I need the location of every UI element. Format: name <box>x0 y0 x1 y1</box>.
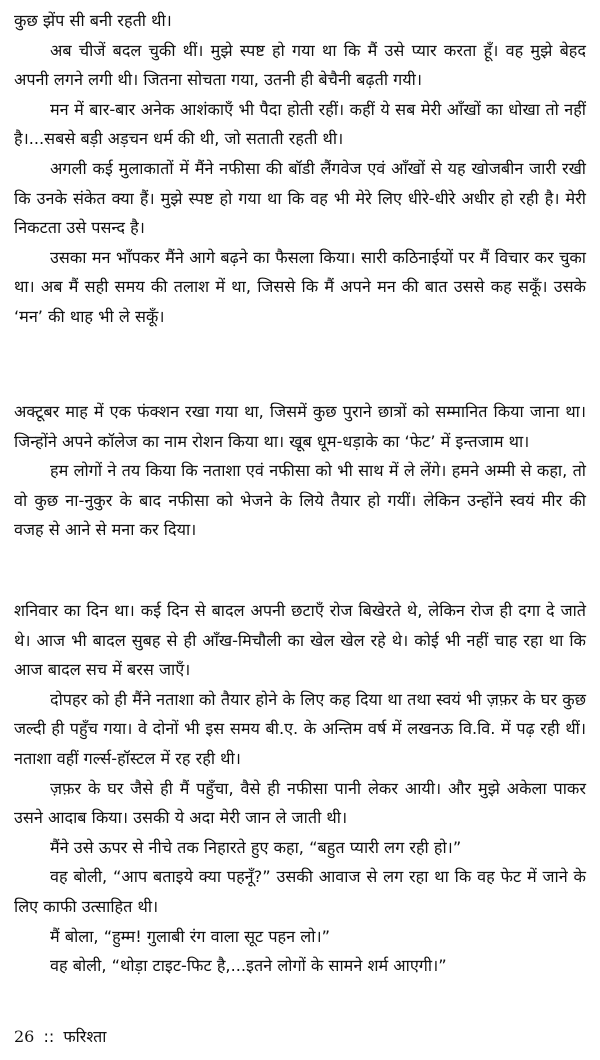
paragraph: अब चीजें बदल चुकी थीं। मुझे स्पष्ट हो गया था कि मैं उसे प्यार करता हूँ। वह मुझे बेहद अपनी लगने लगी थी। जितना सोचता गया, उतनी ही बेचैनी बढ़ती गयी। <box>14 40 586 90</box>
paragraph: मन में बार-बार अनेक आशंकाएँ भी पैदा होती रहीं। कहीं ये सब मेरी आँखों का धोखा तो नहीं है।...सबसे बड़ी अड़चन धर्म की थी, जो सताती रहती थी। <box>14 99 586 149</box>
paragraph: वह बोली, “आप बताइये क्या पहनूँ?” उसकी आवाज से लग रहा था कि वह फेट में जाने के लिए काफी उत्साहित थी। <box>14 867 586 916</box>
page-number: 26 <box>14 1027 35 1046</box>
paragraph: वह बोली, “थोड़ा टाइट-फिट है,...इतने लोगों के सामने शर्म आएगी।” <box>50 956 447 976</box>
paragraph: शनिवार का दिन था। कई दिन से बादल अपनी छटाएँ रोज बिखेरते थे, लेकिन रोज ही दगा दे जाते थे। आज भी बादल सुबह से ही आँख-मिचौली का खेल खेल रहे थे। कोई भी नहीं चाह रहा था कि आज बादल सच में बरस जाएँ। <box>14 601 586 680</box>
page-footer <box>14 1025 106 1047</box>
footer-separator: :: <box>43 1027 55 1046</box>
paragraph: अक्टूबर माह में एक फंक्शन रखा गया था, जिसमें कुछ पुराने छात्रों को सम्मानित किया जाना था। जिन्होंने अपने कॉलेज का नाम रोशन किया था। खूब धूम-धड़ाके का ‘फेट’ में इन्तजाम था। <box>14 402 586 451</box>
paragraph: अगली कई मुलाकातों में मैंने नफीसा की बॉडी लैंगवेज एवं आँखों से यह खोजबीन जारी रखी कि उनके संकेत क्या हैं। मुझे स्पष्ट हो गया था कि वह भी मेरे लिए धीरे-धीरे अधीर हो रही है। मेरी निकटता उसे पसन्द है। <box>14 158 586 238</box>
paragraph: हम लोगों ने तय किया कि नताशा एवं नफीसा को भी साथ में ले लेंगे। हमने अम्मी से कहा, तो वो कुछ ना-नुकुर के बाद नफीसा को भेजने के लिये तैयार हो गयीं। लेकिन उन्होंने स्वयं मीर की वजह से आने से मना कर दिया। <box>14 461 586 540</box>
paragraph: मैं बोला, “हुम्म! गुलाबी रंग वाला सूट पहन लो।” <box>50 926 330 946</box>
paragraph: मैंने उसे ऊपर से नीचे तक निहारते हुए कहा, “बहुत प्यारी लग रही हो।” <box>50 837 462 857</box>
paragraph: उसका मन भाँपकर मैंने आगे बढ़ने का फैसला किया। सारी कठिनाईयों पर मैं विचार कर चुका था। अब मैं सही समय की तलाश में था, जिससे कि मैं अपने मन की बात उससे कह सकूँ। उसके ‘मन’ की थाह भी ले सकूँ। <box>14 247 586 326</box>
paragraph: कुछ झेंप सी बनी रहती थी। <box>14 11 172 30</box>
paragraph: दोपहर को ही मैंने नताशा को तैयार होने के लिए कह दिया था तथा स्वयं भी ज़फ़र के घर कुछ जल्दी ही पहुँच गया। वे दोनों भी इस समय बी.ए. के अन्तिम वर्ष में लखनऊ वि.वि. में पढ़ रही थीं। नताशा वहीं गर्ल्स-हॉस्टल में रह रही थी। <box>14 689 586 768</box>
text-block-1 <box>14 6 586 332</box>
book-title: फरिश्ता <box>63 1027 107 1046</box>
paragraph: ज़फ़र के घर जैसे ही मैं पहुँचा, वैसे ही नफीसा पानी लेकर आयी। और मुझे अकेला पाकर उसने आदाब किया। उसकी ये अदा मेरी जान ले जाती थी। <box>14 778 586 828</box>
text-block-2 <box>14 397 586 545</box>
text-block-3 <box>14 596 586 981</box>
